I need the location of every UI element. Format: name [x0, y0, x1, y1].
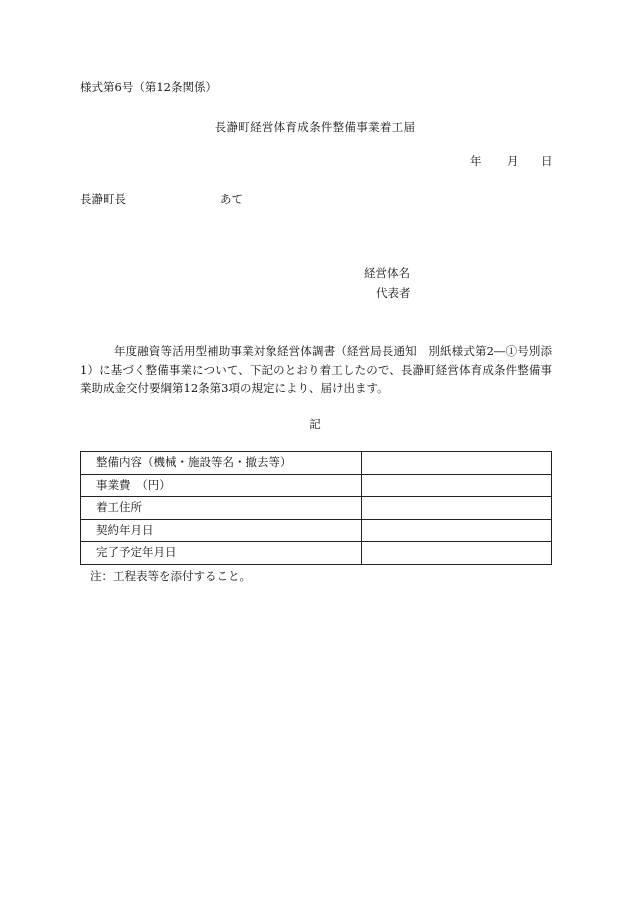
- row-value: [361, 542, 551, 565]
- body-paragraph: 年度融資等活用型補助事業対象経営体調書（経営局長通知 別紙様式第2―①号別添1）に基づく整備事業について、下記のとおり着工したので、長瀞町経営体育成条件整備事業助成金交付要綱第12条第3項の規定により、届け出ます。: [80, 344, 552, 395]
- addressee-name: 長瀞町長: [80, 192, 126, 206]
- row-label: 事業費 （円）: [81, 474, 362, 497]
- table-row: [81, 474, 552, 497]
- record-heading: 記: [309, 417, 321, 431]
- row-value: [361, 497, 551, 520]
- representative-label: 代表者: [376, 286, 411, 300]
- items-table: [80, 451, 552, 565]
- row-label: 完了予定年月日: [81, 542, 362, 565]
- date-year-label: 年: [470, 154, 482, 168]
- row-label: 契約年月日: [81, 519, 362, 542]
- row-value: [361, 452, 551, 475]
- addressee-suffix: あて: [220, 192, 243, 206]
- date-month-label: 月: [507, 154, 519, 168]
- organization-name-label: 経営体名: [364, 266, 410, 280]
- table-row: [81, 452, 552, 475]
- document-title: 長瀞町経営体育成条件整備事業着工届: [214, 120, 416, 134]
- row-label: 着工住所: [81, 497, 362, 520]
- form-number: 様式第6号（第12条関係）: [80, 80, 217, 94]
- date-day-label: 日: [541, 154, 553, 168]
- table-row: [81, 542, 552, 565]
- row-value: [361, 474, 551, 497]
- row-label: 整備内容（機械・施設等名・撤去等）: [81, 452, 362, 475]
- table-row: [81, 519, 552, 542]
- row-value: [361, 519, 551, 542]
- table-row: [81, 497, 552, 520]
- attachment-note: 注：工程表等を添付すること。: [90, 569, 251, 583]
